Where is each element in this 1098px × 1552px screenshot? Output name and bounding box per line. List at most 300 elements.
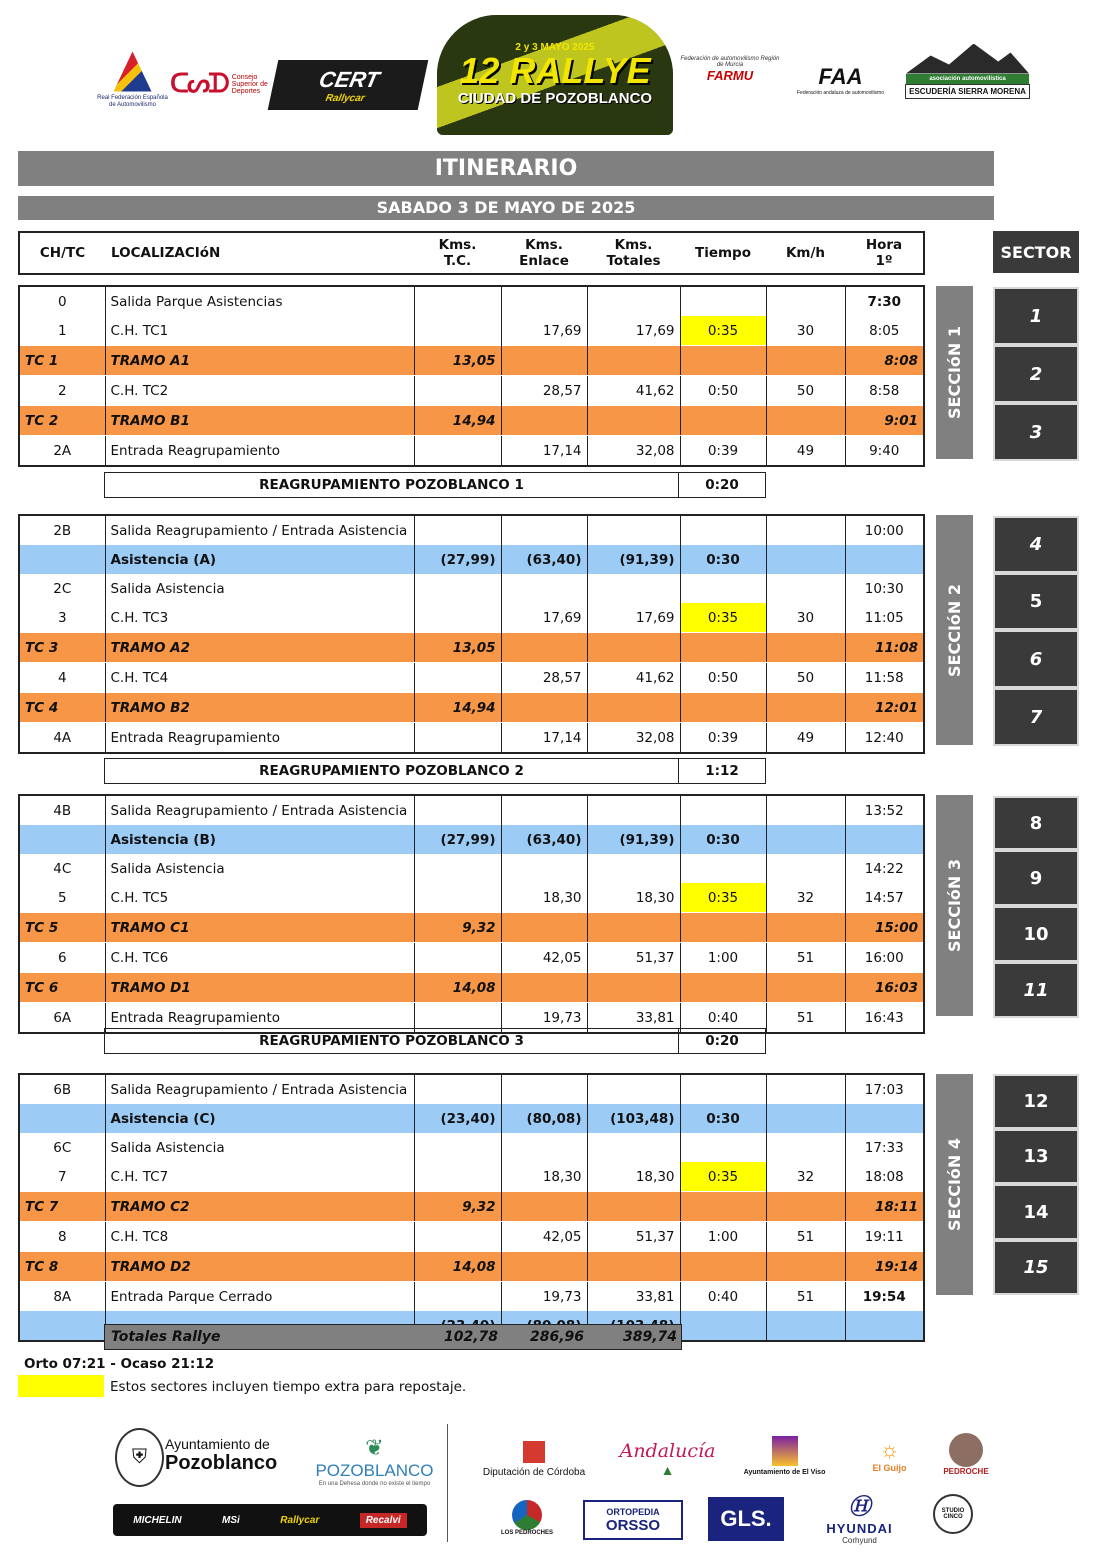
col-hora	[845, 232, 924, 274]
row-kmh	[766, 515, 845, 545]
row-location: C.H. TC2	[105, 376, 414, 406]
elguijo-icon: ☼	[879, 1437, 900, 1462]
row-kms-enlace	[501, 633, 587, 663]
row-hora: 8:58	[845, 376, 924, 406]
row-kms-enlace: 28,57	[501, 663, 587, 693]
row-kms-tc	[414, 1133, 501, 1162]
row-hora: 19:14	[845, 1252, 924, 1282]
row-location: C.H. TC8	[105, 1222, 414, 1252]
section-2-label	[936, 515, 973, 745]
row-tiempo	[680, 913, 766, 943]
section-3-table	[18, 794, 925, 1034]
andalucia-text: Andalucía	[619, 1440, 716, 1462]
row-hora: 8:08	[845, 346, 924, 376]
row-kms-tc	[414, 574, 501, 603]
row-kms-enlace: 42,05	[501, 943, 587, 973]
row-kms-tc: (27,99)	[414, 825, 501, 854]
row-id	[19, 825, 105, 854]
stage-row	[19, 406, 924, 436]
row-id: TC 3	[19, 633, 105, 663]
row-tiempo: 0:39	[680, 723, 766, 754]
pedroches-text: LOS PEDROCHES	[500, 1530, 553, 1536]
row-kmh: 50	[766, 663, 845, 693]
row-location: C.H. TC3	[105, 603, 414, 633]
row-kms-tc	[414, 1162, 501, 1192]
row-kms-enlace: 18,30	[501, 883, 587, 913]
row-hora: 12:01	[845, 693, 924, 723]
cert-text: CERT	[316, 66, 382, 92]
row-tiempo	[680, 1074, 766, 1104]
row-kms-total	[587, 1074, 680, 1104]
row-kms-enlace	[501, 854, 587, 883]
row-hora	[845, 1311, 924, 1341]
ayto-crest-icon: ⛨	[115, 1428, 164, 1487]
control-row	[19, 795, 924, 825]
control-row	[19, 376, 924, 406]
row-tiempo	[680, 346, 766, 376]
row-kms-enlace	[501, 795, 587, 825]
row-tiempo: 0:35	[680, 316, 766, 346]
orsso-line-2: ORSSO	[605, 1516, 661, 1534]
row-kms-tc	[414, 795, 501, 825]
row-id: TC 2	[19, 406, 105, 436]
pozoblanco-bird-icon: ❦	[365, 1435, 384, 1460]
sun-times: Orto 07:21 - Ocaso 21:12	[24, 1356, 215, 1372]
row-kmh	[766, 1252, 845, 1282]
control-row	[19, 663, 924, 693]
orsso-logo	[583, 1500, 683, 1540]
row-kms-enlace: (63,40)	[501, 825, 587, 854]
section-4-label	[936, 1074, 973, 1295]
elguijo-logo	[862, 1430, 917, 1480]
row-kms-tc	[414, 1074, 501, 1104]
row-location: Entrada Parque Cerrado	[105, 1282, 414, 1312]
pedroche-logo	[938, 1426, 994, 1482]
row-tiempo: 1:00	[680, 1222, 766, 1252]
stage-row	[19, 693, 924, 723]
row-kmh: 51	[766, 1003, 845, 1034]
row-hora: 12:40	[845, 723, 924, 754]
section-3-name: SECCIóN 3	[945, 859, 965, 952]
sector-box: 11	[993, 962, 1079, 1018]
studio-cinco-logo: STUDIO CINCO	[933, 1494, 973, 1534]
row-tiempo: 0:30	[680, 1104, 766, 1133]
row-location: Entrada Reagrupamiento	[105, 723, 414, 754]
control-row	[19, 1074, 924, 1104]
pozoblanco-logo	[312, 1432, 437, 1490]
row-kms-total: 51,37	[587, 943, 680, 973]
stage-row	[19, 1192, 924, 1222]
row-hora: 9:01	[845, 406, 924, 436]
row-kms-tc: 13,05	[414, 346, 501, 376]
row-tiempo	[680, 795, 766, 825]
row-kmh	[766, 1311, 845, 1341]
row-hora	[845, 1104, 924, 1133]
row-tiempo	[680, 1192, 766, 1222]
row-location: Asistencia (A)	[105, 545, 414, 574]
row-hora: 14:57	[845, 883, 924, 913]
control-row	[19, 574, 924, 603]
control-row	[19, 1222, 924, 1252]
section-3-label	[936, 795, 973, 1016]
rally-city: CIUDAD DE POZOBLANCO	[457, 90, 653, 107]
row-kmh: 30	[766, 603, 845, 633]
row-kms-tc: (23,40)	[414, 1104, 501, 1133]
row-location: Salida Asistencia	[105, 574, 414, 603]
row-kmh	[766, 1133, 845, 1162]
row-hora: 14:22	[845, 854, 924, 883]
row-hora: 18:08	[845, 1162, 924, 1192]
row-kmh	[766, 1074, 845, 1104]
row-kms-total	[587, 795, 680, 825]
row-tiempo: 0:39	[680, 436, 766, 467]
stage-row	[19, 1252, 924, 1282]
page-subtitle: SABADO 3 DE MAYO DE 2025	[18, 196, 994, 220]
row-location: Salida Reagrupamiento / Entrada Asistencia	[105, 1074, 414, 1104]
pedroches-logo	[497, 1490, 557, 1546]
faa-logo	[793, 60, 888, 100]
row-kms-tc	[414, 723, 501, 754]
column-header	[18, 231, 925, 275]
escuderia-band: asociación automovilística	[906, 74, 1029, 84]
reagrupamiento-2	[104, 758, 766, 784]
row-id: 4C	[19, 854, 105, 883]
row-kms-enlace	[501, 1252, 587, 1282]
sponsor-divider	[447, 1424, 448, 1542]
pedroche-icon	[949, 1433, 983, 1467]
elguijo-text: El Guijo	[872, 1463, 907, 1473]
control-row	[19, 943, 924, 973]
row-kms-tc	[414, 286, 501, 316]
col-kmstot-1: Kms.	[614, 237, 653, 253]
row-kms-tc	[414, 943, 501, 973]
csd-text: Consejo Superior de Deportes	[231, 73, 268, 95]
row-kms-total	[587, 574, 680, 603]
row-kms-enlace	[501, 693, 587, 723]
row-kms-enlace: 42,05	[501, 1222, 587, 1252]
row-kms-tc: 14,94	[414, 406, 501, 436]
row-location: Salida Reagrupamiento / Entrada Asistencia	[105, 515, 414, 545]
row-id: TC 5	[19, 913, 105, 943]
col-hora-2: 1º	[875, 253, 893, 269]
control-row	[19, 316, 924, 346]
row-id	[19, 1311, 105, 1341]
csd-logo	[170, 62, 270, 106]
row-kmh	[766, 854, 845, 883]
row-id	[19, 1104, 105, 1133]
gls-logo: GLS.	[708, 1497, 784, 1541]
row-kms-enlace	[501, 1192, 587, 1222]
rally-dates: 2 y 3 MAYO 2025	[515, 42, 595, 53]
row-kmh	[766, 913, 845, 943]
escuderia-logo	[906, 40, 1029, 102]
sector-box: 12	[993, 1074, 1079, 1129]
row-kms-tc	[414, 663, 501, 693]
row-id: TC 1	[19, 346, 105, 376]
row-kmh	[766, 574, 845, 603]
row-id: TC 7	[19, 1192, 105, 1222]
row-tiempo: 0:40	[680, 1003, 766, 1034]
row-tiempo: 1:00	[680, 943, 766, 973]
row-kms-tc: 9,32	[414, 913, 501, 943]
ayto-pozoblanco-logo	[165, 1432, 295, 1478]
row-hora: 16:00	[845, 943, 924, 973]
row-kms-total: 18,30	[587, 883, 680, 913]
sector-box: 10	[993, 906, 1079, 962]
row-kms-enlace	[501, 913, 587, 943]
msi-text: MSi	[222, 1514, 240, 1526]
hyundai-logo	[812, 1488, 907, 1546]
row-tiempo: 0:35	[680, 603, 766, 633]
row-kmh	[766, 286, 845, 316]
ayto-line-2: Pozoblanco	[165, 1451, 278, 1474]
row-kms-enlace	[501, 973, 587, 1003]
legend-text: Estos sectores incluyen tiempo extra para repostaje.	[110, 1379, 467, 1395]
row-kmh	[766, 545, 845, 574]
row-kms-total: 32,08	[587, 723, 680, 754]
row-id: 6A	[19, 1003, 105, 1034]
row-hora: 16:43	[845, 1003, 924, 1034]
row-id: 8A	[19, 1282, 105, 1312]
col-kmsenl-1: Kms.	[525, 237, 563, 253]
row-hora: 7:30	[845, 286, 924, 316]
row-hora: 11:05	[845, 603, 924, 633]
row-kmh	[766, 825, 845, 854]
row-kmh	[766, 1104, 845, 1133]
row-hora: 16:03	[845, 973, 924, 1003]
row-kms-enlace: (63,40)	[501, 545, 587, 574]
stage-row	[19, 346, 924, 376]
escuderia-name: ESCUDERÍA SIERRA MORENA	[905, 84, 1030, 99]
row-kms-enlace: 28,57	[501, 376, 587, 406]
row-kmh: 51	[766, 1282, 845, 1312]
row-tiempo	[680, 286, 766, 316]
row-kmh	[766, 346, 845, 376]
row-kms-enlace	[501, 574, 587, 603]
stage-row	[19, 633, 924, 663]
row-kmh: 49	[766, 436, 845, 467]
control-row	[19, 1162, 924, 1192]
row-id: 5	[19, 883, 105, 913]
row-kmh	[766, 973, 845, 1003]
row-kms-total: 17,69	[587, 316, 680, 346]
row-kms-total: (91,39)	[587, 825, 680, 854]
rfea-logo	[95, 48, 170, 112]
row-hora: 9:40	[845, 436, 924, 467]
row-hora	[845, 825, 924, 854]
row-location: C.H. TC7	[105, 1162, 414, 1192]
pedroche-text: PEDROCHE	[943, 1466, 989, 1476]
totals-row	[104, 1324, 682, 1350]
faa-text: FAA	[818, 64, 863, 89]
row-id: 2A	[19, 436, 105, 467]
reag-1-time: 0:20	[705, 477, 739, 493]
row-kms-enlace	[501, 1133, 587, 1162]
sector-box: 2	[993, 345, 1079, 403]
row-kms-total	[587, 1133, 680, 1162]
row-tiempo	[680, 693, 766, 723]
diputacion-text: Diputación de Córdoba	[482, 1466, 586, 1478]
reag-2-time: 1:12	[705, 763, 739, 779]
totals-label: Totales Rallye	[111, 1329, 221, 1345]
section-1-name: SECCIóN 1	[945, 326, 965, 419]
row-location: C.H. TC6	[105, 943, 414, 973]
row-id: 1	[19, 316, 105, 346]
row-kms-total	[587, 693, 680, 723]
row-kms-tc: 9,32	[414, 1192, 501, 1222]
diputacion-icon	[523, 1441, 545, 1463]
row-hora: 11:08	[845, 633, 924, 663]
row-kms-total	[587, 515, 680, 545]
row-kmh	[766, 795, 845, 825]
row-kms-enlace: 17,14	[501, 723, 587, 754]
sector-box: 9	[993, 850, 1079, 906]
row-kms-total	[587, 973, 680, 1003]
col-kmsenl-2: Enlace	[519, 253, 569, 269]
pedroches-icon	[512, 1500, 542, 1530]
control-row	[19, 603, 924, 633]
elviso-text: Ayuntamiento de El Viso	[743, 1469, 826, 1476]
row-kms-tc	[414, 376, 501, 406]
csd-mark-icon: ᑕᔕᗪ	[170, 68, 228, 98]
row-hora: 15:00	[845, 913, 924, 943]
row-kms-tc	[414, 515, 501, 545]
row-kms-total: 41,62	[587, 663, 680, 693]
rally-edition: 12 RALLYE	[459, 50, 651, 91]
row-id: 6	[19, 943, 105, 973]
control-row	[19, 1282, 924, 1312]
row-id: 7	[19, 1162, 105, 1192]
row-kmh: 51	[766, 1222, 845, 1252]
col-loc: LOCALIZACIóN	[111, 245, 221, 261]
control-row	[19, 723, 924, 754]
stage-row	[19, 913, 924, 943]
farmu-sub: Federación de automovilismo Región de Murcia	[680, 55, 780, 68]
elviso-logo	[737, 1430, 832, 1482]
pozoblanco-text: POZOBLANCO	[315, 1461, 434, 1480]
row-kms-enlace	[501, 515, 587, 545]
row-id: 3	[19, 603, 105, 633]
reagrupamiento-1	[104, 472, 766, 498]
section-2-name: SECCIóN 2	[945, 583, 965, 677]
row-tiempo	[680, 515, 766, 545]
row-hora: 10:30	[845, 574, 924, 603]
farmu-logo	[680, 44, 780, 94]
cert-sub: Rallycar	[324, 92, 366, 104]
row-tiempo	[680, 1133, 766, 1162]
row-kms-tc	[414, 854, 501, 883]
row-id: TC 8	[19, 1252, 105, 1282]
row-kms-enlace: 17,69	[501, 603, 587, 633]
section-1-table	[18, 285, 925, 467]
totals-tc: 102,78	[443, 1329, 498, 1345]
row-tiempo	[680, 854, 766, 883]
section-4-table	[18, 1073, 925, 1342]
row-kms-enlace	[501, 346, 587, 376]
ayto-line-1: Ayuntamiento de	[165, 1435, 270, 1452]
row-location: TRAMO B2	[105, 693, 414, 723]
row-id: 4B	[19, 795, 105, 825]
row-kms-tc: 14,94	[414, 693, 501, 723]
row-kmh: 32	[766, 1162, 845, 1192]
row-kms-total	[587, 406, 680, 436]
assistance-row	[19, 825, 924, 854]
rfea-emblem-icon	[114, 52, 152, 92]
row-location: Entrada Reagrupamiento	[105, 1003, 414, 1034]
row-hora: 18:11	[845, 1192, 924, 1222]
sector-box: 1	[993, 287, 1079, 345]
row-kms-tc	[414, 316, 501, 346]
farmu-text: FARMU	[706, 67, 754, 83]
row-id: TC 4	[19, 693, 105, 723]
row-tiempo	[680, 406, 766, 436]
rally-logo	[437, 15, 673, 135]
row-location: TRAMO D2	[105, 1252, 414, 1282]
section-2-table	[18, 514, 925, 754]
row-kms-total	[587, 286, 680, 316]
row-location: TRAMO B1	[105, 406, 414, 436]
row-kms-tc	[414, 603, 501, 633]
reag-3-label: REAGRUPAMIENTO POZOBLANCO 3	[105, 1029, 679, 1053]
row-location: C.H. TC1	[105, 316, 414, 346]
row-hora: 19:54	[845, 1282, 924, 1312]
row-hora: 8:05	[845, 316, 924, 346]
row-kms-total: 32,08	[587, 436, 680, 467]
andalucia-icon: ▲	[660, 1462, 675, 1478]
row-kms-total: 17,69	[587, 603, 680, 633]
col-kmstot	[587, 232, 680, 274]
row-id: 6C	[19, 1133, 105, 1162]
mountain-icon	[906, 44, 1029, 74]
section-1-label	[936, 286, 973, 459]
col-kmstc	[414, 232, 501, 274]
control-row	[19, 854, 924, 883]
col-chtc: CH/TC	[39, 245, 86, 261]
row-tiempo: 0:35	[680, 883, 766, 913]
row-hora	[845, 545, 924, 574]
row-id: 2B	[19, 515, 105, 545]
row-kms-tc: 13,05	[414, 633, 501, 663]
row-kms-tc	[414, 883, 501, 913]
reag-1-label: REAGRUPAMIENTO POZOBLANCO 1	[105, 473, 679, 497]
row-kmh	[766, 633, 845, 663]
assistance-row	[19, 1104, 924, 1133]
row-kms-total: (103,48)	[587, 1104, 680, 1133]
row-kms-tc	[414, 1222, 501, 1252]
row-id: 6B	[19, 1074, 105, 1104]
row-location: Salida Parque Asistencias	[105, 286, 414, 316]
control-row	[19, 1133, 924, 1162]
row-kms-total: 33,81	[587, 1282, 680, 1312]
legend-swatch	[18, 1375, 104, 1397]
row-location: Salida Reagrupamiento / Entrada Asistencia	[105, 795, 414, 825]
row-kms-enlace: 18,30	[501, 1162, 587, 1192]
row-tiempo: 0:40	[680, 1282, 766, 1312]
row-location: Asistencia (B)	[105, 825, 414, 854]
row-kmh: 30	[766, 316, 845, 346]
row-kms-tc: (27,99)	[414, 545, 501, 574]
row-id: 4A	[19, 723, 105, 754]
row-tiempo	[680, 973, 766, 1003]
row-kms-enlace: 17,69	[501, 316, 587, 346]
row-kmh: 51	[766, 943, 845, 973]
row-tiempo: 0:35	[680, 1162, 766, 1192]
row-kms-total: 18,30	[587, 1162, 680, 1192]
col-kmstot-2: Totales	[606, 253, 661, 269]
row-location: TRAMO C1	[105, 913, 414, 943]
sector-box: 13	[993, 1129, 1079, 1184]
row-kmh	[766, 1192, 845, 1222]
